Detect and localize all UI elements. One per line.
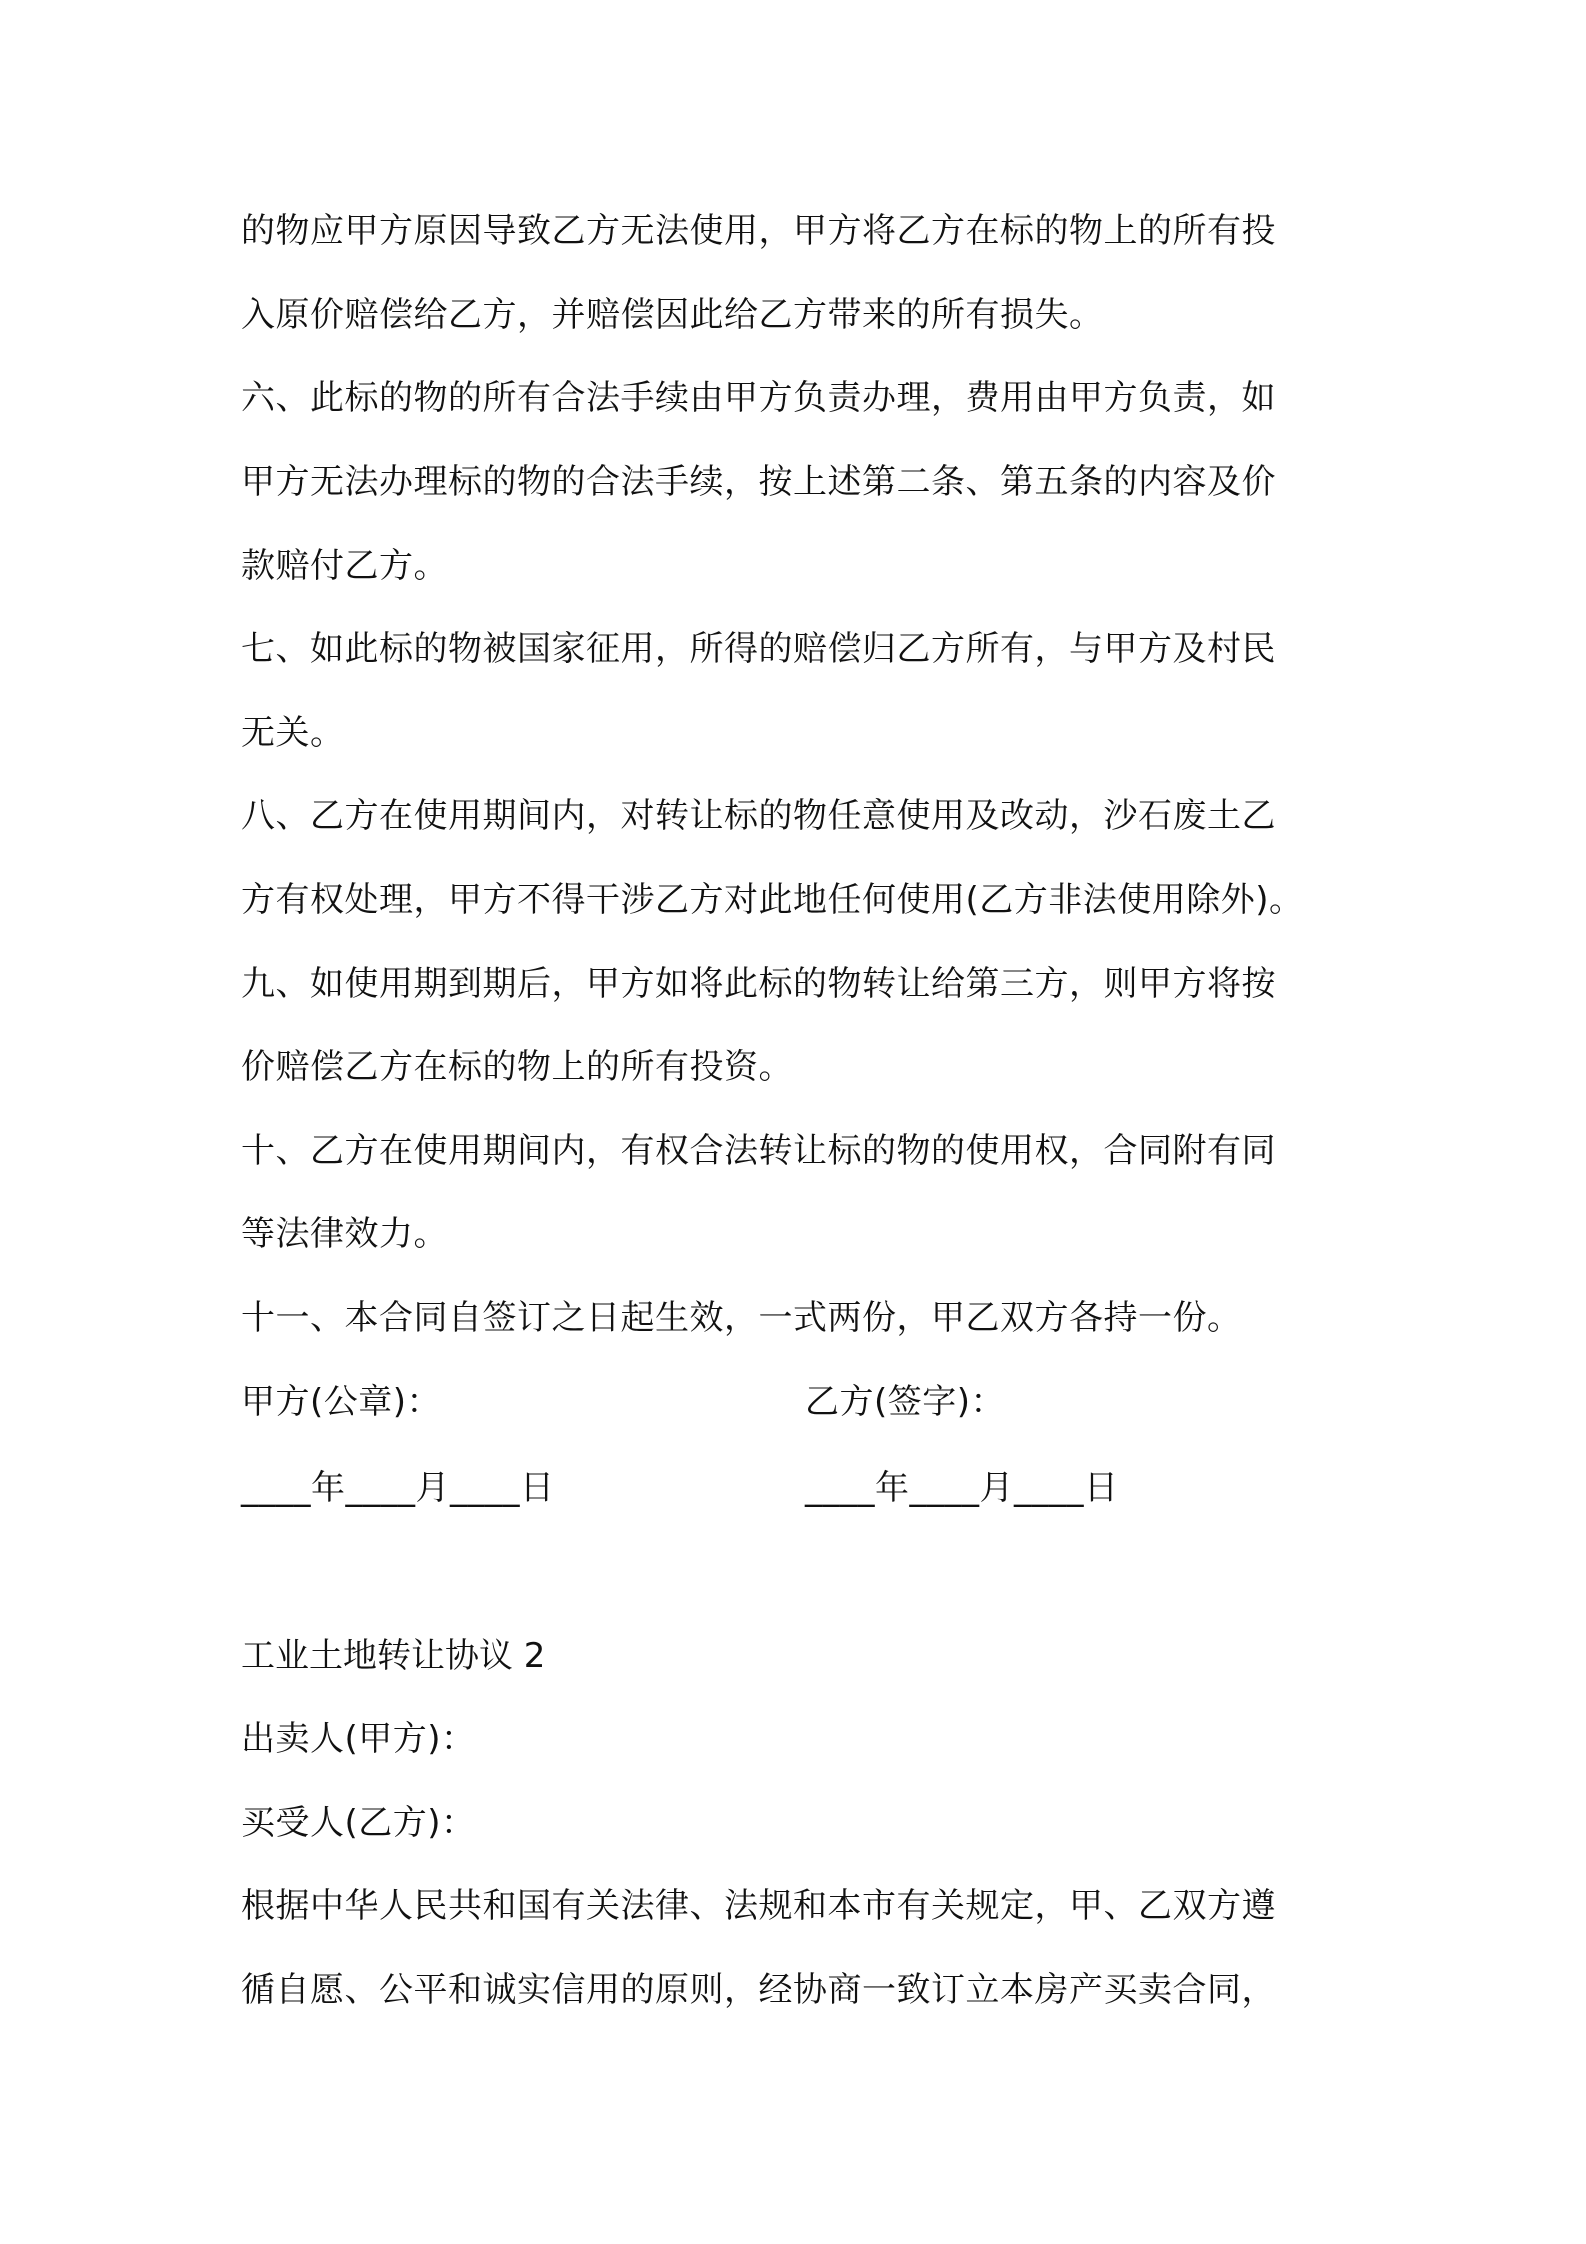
party-a-date: ____年____月____日: [241, 1468, 555, 1508]
clause-6-line: 六、此标的物的所有合法手续由甲方负责办理，费用由甲方负责，如: [241, 378, 1276, 418]
party-b-date: ____年____月____日: [805, 1468, 1119, 1508]
paragraph-line: 价赔偿乙方在标的物上的所有投资。: [241, 1047, 793, 1087]
intro-paragraph-line: 根据中华人民共和国有关法律、法规和本市有关规定，甲、乙双方遵: [241, 1886, 1276, 1926]
paragraph-line: 无关。: [241, 713, 345, 753]
agreement-2-title: 工业土地转让协议 2: [241, 1636, 546, 1676]
party-b-signature-label: 乙方(签字)：: [805, 1382, 1006, 1422]
intro-paragraph-line: 循自愿、公平和诚实信用的原则，经协商一致订立本房产买卖合同，: [241, 1970, 1276, 2010]
clause-9-line: 九、如使用期到期后，甲方如将此标的物转让给第三方，则甲方将按: [241, 964, 1276, 1004]
paragraph-line: 等法律效力。: [241, 1214, 448, 1254]
clause-10-line: 十、乙方在使用期间内，有权合法转让标的物的使用权，合同附有同: [241, 1131, 1276, 1171]
clause-8-line: 八、乙方在使用期间内，对转让标的物任意使用及改动，沙石废土乙: [241, 796, 1276, 836]
paragraph-line: 方有权处理，甲方不得干涉乙方对此地任何使用(乙方非法使用除外)。: [241, 880, 1304, 920]
paragraph-line: 款赔付乙方。: [241, 546, 448, 586]
clause-7-line: 七、如此标的物被国家征用，所得的赔偿归乙方所有，与甲方及村民: [241, 629, 1276, 669]
buyer-label: 买受人(乙方)：: [241, 1803, 476, 1843]
paragraph-line: 的物应甲方原因导致乙方无法使用，甲方将乙方在标的物上的所有投: [241, 211, 1276, 251]
clause-11-line: 十一、本合同自签订之日起生效，一式两份，甲乙双方各持一份。: [241, 1298, 1242, 1338]
paragraph-line: 甲方无法办理标的物的合法手续，按上述第二条、第五条的内容及价: [241, 462, 1276, 502]
seller-label: 出卖人(甲方)：: [241, 1719, 476, 1759]
party-a-seal-label: 甲方(公章)：: [241, 1382, 442, 1422]
paragraph-line: 入原价赔偿给乙方，并赔偿因此给乙方带来的所有损失。: [241, 295, 1104, 335]
